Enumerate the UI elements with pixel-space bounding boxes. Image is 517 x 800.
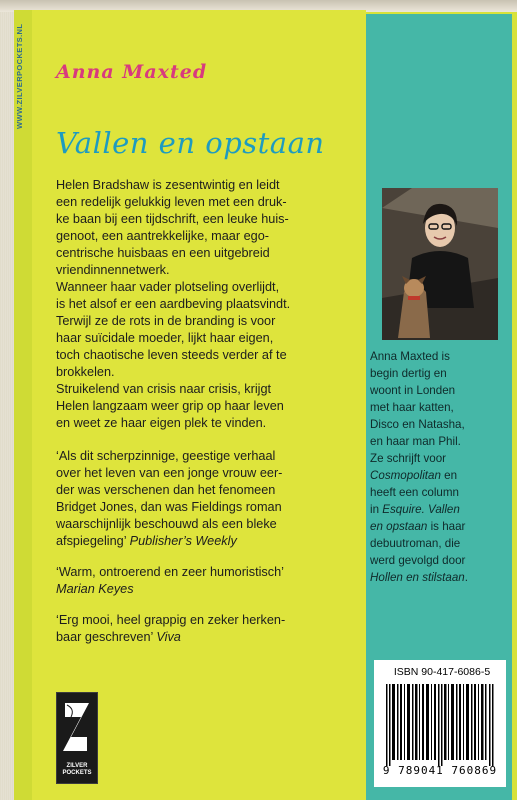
bio-line (370, 518, 510, 535)
quote-line (56, 629, 360, 646)
bio-line: Anna Maxted is (370, 350, 450, 363)
blurb-line: genoot, een aantrekkelijke, maar ego- (56, 229, 269, 243)
bio-line: met haar katten, (370, 401, 454, 414)
bio-line: begin dertig en (370, 367, 447, 380)
bio-line (370, 569, 510, 586)
blurb-line: is het alsof er een aardbeving plaatsvindt. (56, 297, 291, 311)
blurb-line: Helen Bradshaw is zesentwintig en leidt (56, 178, 280, 192)
blurb-line: Struikelend van crisis naar crisis, krijgt (56, 382, 272, 396)
logo-line: POCKETS (62, 770, 92, 776)
barcode-box (374, 660, 506, 787)
quote-text: afspiegeling’ (56, 534, 127, 548)
bio-line: heeft een column (370, 486, 459, 499)
author-photo (382, 188, 498, 340)
bio-italic: Esquire. (382, 503, 425, 516)
page-edges (0, 0, 14, 800)
blurb-line: brokkelen. (56, 365, 115, 379)
quote-source: Publisher’s Weekly (129, 534, 237, 548)
quote-line: ‘Warm, ontroerend en zeer humoristisch’ (56, 565, 284, 579)
bio-italic: Hollen en stilstaan (370, 571, 465, 584)
blurb-line: Terwijl ze de rots in de branding is voor (56, 314, 276, 328)
bio-line (370, 467, 510, 484)
author-bio (370, 348, 510, 586)
bio-line: Disco en Natasha, (370, 418, 465, 431)
bio-line: Ze schrijft voor (370, 452, 447, 465)
bio-line: en haar man Phil. (370, 435, 461, 448)
author-name: Anna Maxted (56, 61, 208, 83)
blurb-line: en weet ze haar eigen plek te vinden. (56, 416, 267, 430)
bio-line: woont in Londen (370, 384, 456, 397)
barcode-icon (386, 684, 494, 766)
bio-line: debuutroman, die (370, 537, 461, 550)
isbn-number: ISBN 90-417-6086-5 (393, 666, 491, 678)
blurb-line: haar suïcidale moeder, lijkt haar eigen, (56, 331, 274, 345)
blurb (56, 177, 360, 646)
blurb-line: toch chaotische leven steeds verder af te (56, 348, 287, 362)
quote-line: waarschijnlijk beschouwd als een bleke (56, 517, 277, 531)
bio-italic: Vallen (428, 503, 460, 516)
bio-italic: en opstaan (370, 520, 428, 533)
quote-source: Marian Keyes (56, 582, 134, 596)
spine-url: WWW.ZILVERPOCKETS.NL (15, 24, 24, 130)
bio-text: is haar (430, 520, 466, 533)
publisher-logo-text (57, 763, 97, 777)
zilver-z-icon (57, 693, 97, 763)
publisher-logo (56, 692, 98, 784)
blurb-line: Helen langzaam weer grip op haar leven (56, 399, 284, 413)
quote-text: baar geschreven’ (56, 630, 153, 644)
bio-text: in (370, 503, 380, 516)
blurb-line: vriendinnennetwerk. (56, 263, 170, 277)
blurb-line: Wanneer haar vader plotseling overlijdt, (56, 280, 280, 294)
quote-source: Viva (156, 630, 181, 644)
bio-text: . (464, 571, 468, 584)
quote-line: ‘Als dit scherpzinnige, geestige verhaal (56, 449, 276, 463)
blurb-line: centrische huisbaas en een uitgebreid (56, 246, 270, 260)
quote-line: Bridget Jones, dan was Fieldings roman (56, 500, 282, 514)
bio-text: en (444, 469, 458, 482)
quote-line: ‘Erg mooi, heel grappig en zeker herken- (56, 613, 286, 627)
blurb-line: ke baan bij een tijdschrift, een leuke huis- (56, 212, 289, 226)
author-photo-image (382, 188, 498, 340)
logo-line: ZILVER (66, 763, 88, 769)
book-title: Vallen en opstaan (56, 126, 325, 160)
barcode-digits: 9 789041 760869 (382, 764, 498, 777)
quote-line (56, 533, 360, 550)
blurb-line: een redelijk gelukkig leven met een druk- (56, 195, 287, 209)
bio-italic: Cosmopolitan (370, 469, 441, 482)
quote-line: over het leven van een jonge vrouw eer- (56, 466, 283, 480)
bio-line (370, 501, 510, 518)
bio-line: werd gevolgd door (370, 554, 466, 567)
quote-line (56, 581, 360, 598)
quote-line: der was verschenen dan het fenomeen (56, 483, 276, 497)
